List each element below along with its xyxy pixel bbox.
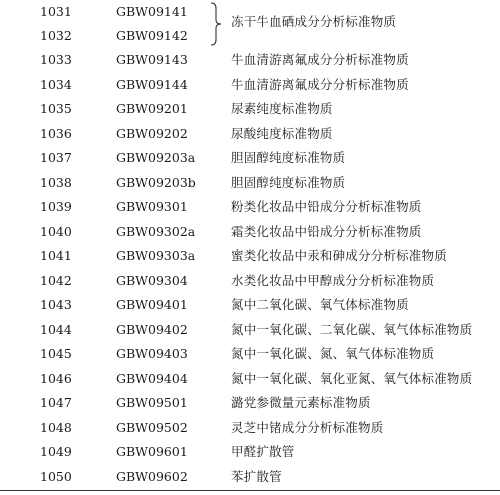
row-name: 胆固醇纯度标准物质 [231,150,346,165]
row-number: 1033 [40,52,72,67]
table-row [0,465,500,489]
row-name: 粉类化妆品中铅成分分析标准物质 [231,199,422,214]
table-row [0,440,500,464]
row-number: 1038 [40,174,72,190]
row-number: 1043 [40,297,72,312]
table-row [0,97,500,121]
row-name: 潞党参微量元素标准物质 [231,395,371,410]
row-number: 1037 [40,150,72,165]
row-name: 水类化妆品中甲醇成分分析标准物质 [231,272,435,288]
row-code: GBW09202 [116,125,188,141]
row-number: 1040 [40,223,72,239]
row-number: 1041 [40,248,72,263]
row-code: GBW09602 [116,468,188,484]
row-code: GBW09203b [116,174,196,190]
row-name: 牛血清游离氟成分分析标准物质 [231,52,409,67]
row-number: 1048 [40,419,72,435]
row-code: GBW09141 [116,4,188,19]
table-row [0,318,500,342]
row-code: GBW09502 [116,419,188,435]
table-row [0,391,500,415]
row-code: GBW09501 [116,395,188,410]
row-number: 1031 [40,4,72,19]
table-row [0,244,500,268]
row-number: 1049 [40,444,72,459]
row-name: 苯扩散管 [231,468,282,484]
row-name: 霜类化妆品中铅成分分析标准物质 [231,223,422,239]
row-number: 1034 [40,76,72,92]
row-number: 1035 [40,101,72,116]
row-name: 氮中二氧化碳、氧气体标准物质 [231,297,409,312]
row-code: GBW09303a [116,248,196,263]
row-code: GBW09402 [116,321,188,337]
row-code: GBW09601 [116,444,188,459]
table-row [0,269,500,293]
row-name: 胆固醇纯度标准物质 [231,174,346,190]
row-number: 1047 [40,395,72,410]
table-row [0,122,500,146]
table-row [0,146,500,170]
row-number: 1050 [40,468,72,484]
row-code: GBW09302a [116,223,196,239]
row-number: 1032 [40,28,72,43]
row-name: 尿酸纯度标准物质 [231,125,333,141]
table-row [0,220,500,244]
table-row [0,342,500,366]
row-code: GBW09201 [116,101,188,116]
row-code: GBW09203a [116,150,196,165]
row-name: 蜜类化妆品中汞和砷成分分析标准物质 [231,248,447,263]
row-code: GBW09144 [116,76,188,92]
row-code: GBW09401 [116,297,188,312]
row-number: 1036 [40,125,72,141]
table-row [0,416,500,440]
row-code: GBW09301 [116,199,188,214]
row-name: 牛血清游离氟成分分析标准物质 [231,76,409,92]
table-row [0,171,500,195]
row-name: 甲醛扩散管 [231,444,295,459]
row-name: 灵芝中锗成分分析标准物质 [231,419,384,435]
table-row [0,48,500,72]
table-row [0,73,500,97]
row-name: 氮中一氧化碳、二氧化碳、氧气体标准物质 [231,321,473,337]
row-number: 1042 [40,272,72,288]
row-name: 氮中一氧化碳、氧化亚氮、氧气体标准物质 [231,370,473,386]
table-row [0,195,500,219]
table-bottom-rule [0,490,500,491]
row-number: 1039 [40,199,72,214]
row-code: GBW09403 [116,346,188,361]
group-name: 冻干牛血硒成分分析标准物质 [231,14,397,29]
row-code: GBW09304 [116,272,188,288]
row-name: 氮中一氧化碳、氮、氧气体标准物质 [231,346,435,361]
row-number: 1046 [40,370,72,386]
right-brace-icon [210,2,222,46]
row-name: 尿素纯度标准物质 [231,101,333,116]
row-number: 1044 [40,321,72,337]
row-code: GBW09404 [116,370,188,386]
row-number: 1045 [40,346,72,361]
table-row [0,293,500,317]
table-row [0,367,500,391]
row-code: GBW09142 [116,28,188,43]
row-code: GBW09143 [116,52,188,67]
